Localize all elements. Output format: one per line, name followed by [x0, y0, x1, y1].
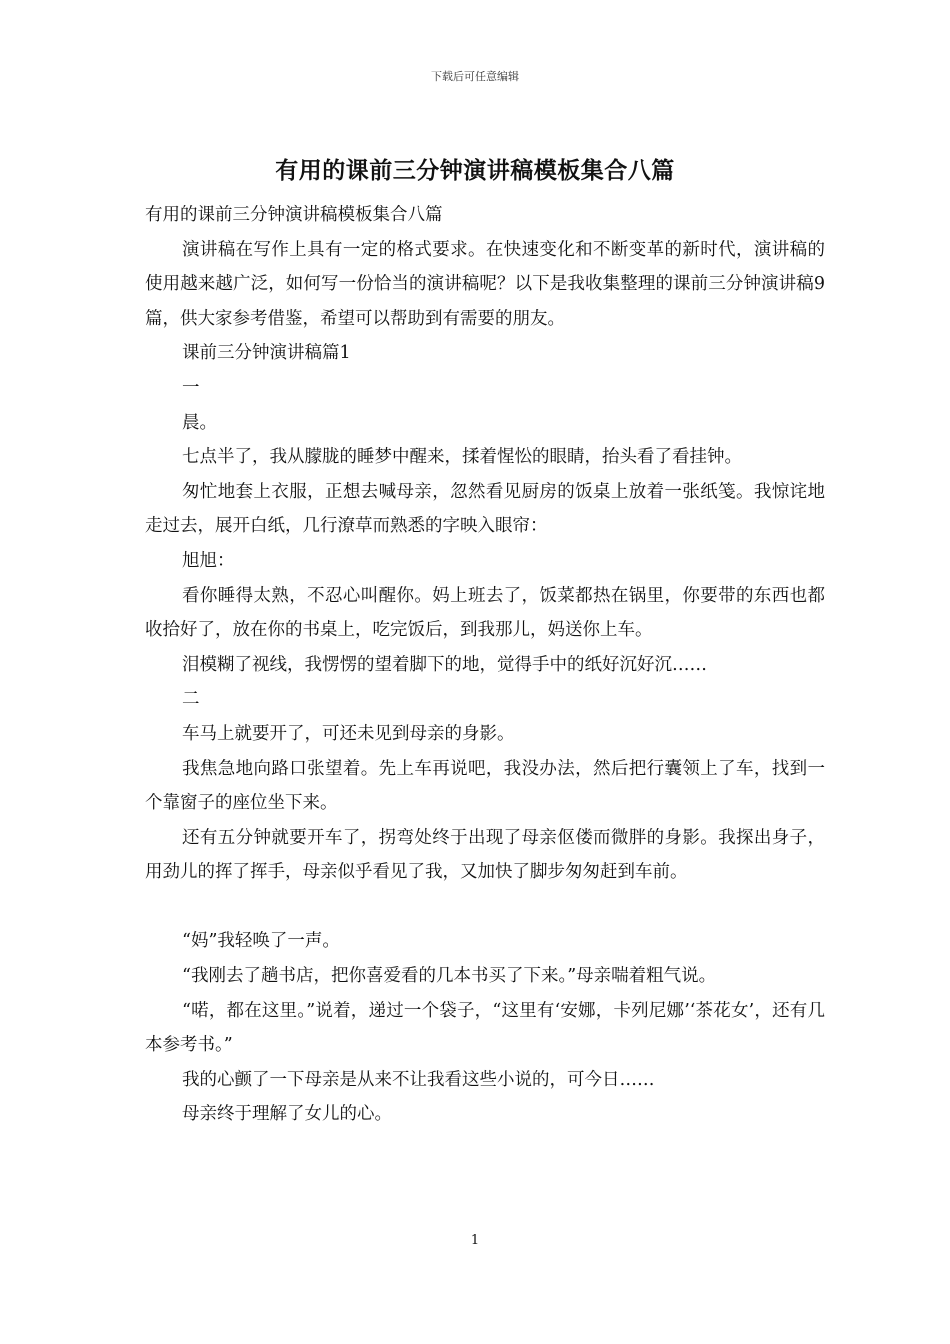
page-number: 1	[470, 1233, 480, 1248]
paragraph: 晨。	[182, 412, 217, 433]
document-body	[145, 198, 825, 1132]
paragraph: 泪模糊了视线，我愣愣的望着脚下的地，觉得手中的纸好沉好沉……	[182, 654, 707, 675]
paragraph: 七点半了，我从朦胧的睡梦中醒来，揉着惺忪的眼睛，抬头看了看挂钟。	[182, 447, 742, 468]
paragraph: 车马上就要开了，可还未见到母亲的身影。	[182, 723, 515, 744]
subtitle-paragraph: 有用的课前三分钟演讲稿模板集合八篇	[145, 205, 443, 225]
header-note: 下载后可任意编辑	[431, 70, 519, 83]
paragraph: 我的心颤了一下母亲是从来不让我看这些小说的，可今日……	[182, 1069, 655, 1090]
paragraph: 旭旭：	[182, 550, 235, 571]
section-heading: 课前三分钟演讲稿篇1	[182, 343, 351, 364]
part-marker: 一	[182, 377, 200, 398]
intro-paragraph: 演讲稿在写作上具有一定的格式要求。在快速变化和不断变革的新时代，演讲稿的使用越来越广泛，如何写一份恰当的演讲稿呢？以下是我收集整理的课前三分钟演讲稿9篇，供大家参考借鉴，希望可以帮助到有需要的朋友。	[145, 239, 825, 329]
paragraph: 我焦急地向路口张望着。先上车再说吧，我没办法，然后把行囊领上了车，找到一个靠窗子的座位坐下来。	[145, 758, 825, 814]
paragraph: 还有五分钟就要开车了，拐弯处终于出现了母亲伛偻而微胖的身影。我探出身子，用劲儿的挥了挥手，母亲似乎看见了我，又加快了脚步匆匆赶到车前。	[145, 827, 825, 883]
blank-line	[145, 890, 825, 925]
paragraph: “喏，都在这里。”说着，递过一个袋子，“这里有‘安娜，卡列尼娜’‘茶花女’，还有几本参考书。”	[145, 1000, 825, 1056]
paragraph: 匆忙地套上衣服，正想去喊母亲，忽然看见厨房的饭桌上放着一张纸笺。我惊诧地走过去，展开白纸，几行潦草而熟悉的字映入眼帘：	[145, 481, 825, 537]
paragraph: “我刚去了趟书店，把你喜爱看的几本书买了下来。”母亲喘着粗气说。	[182, 966, 717, 987]
paragraph: 母亲终于理解了女儿的心。	[182, 1104, 392, 1125]
paragraph: “妈”我轻唤了一声。	[182, 931, 340, 952]
document-title: 有用的课前三分钟演讲稿模板集合八篇	[275, 157, 675, 184]
paragraph: 看你睡得太熟，不忍心叫醒你。妈上班去了，饭菜都热在锅里，你要带的东西也都收拾好了，放在你的书桌上，吃完饭后，到我那儿，妈送你上车。	[145, 585, 825, 641]
part-marker: 二	[182, 689, 200, 710]
